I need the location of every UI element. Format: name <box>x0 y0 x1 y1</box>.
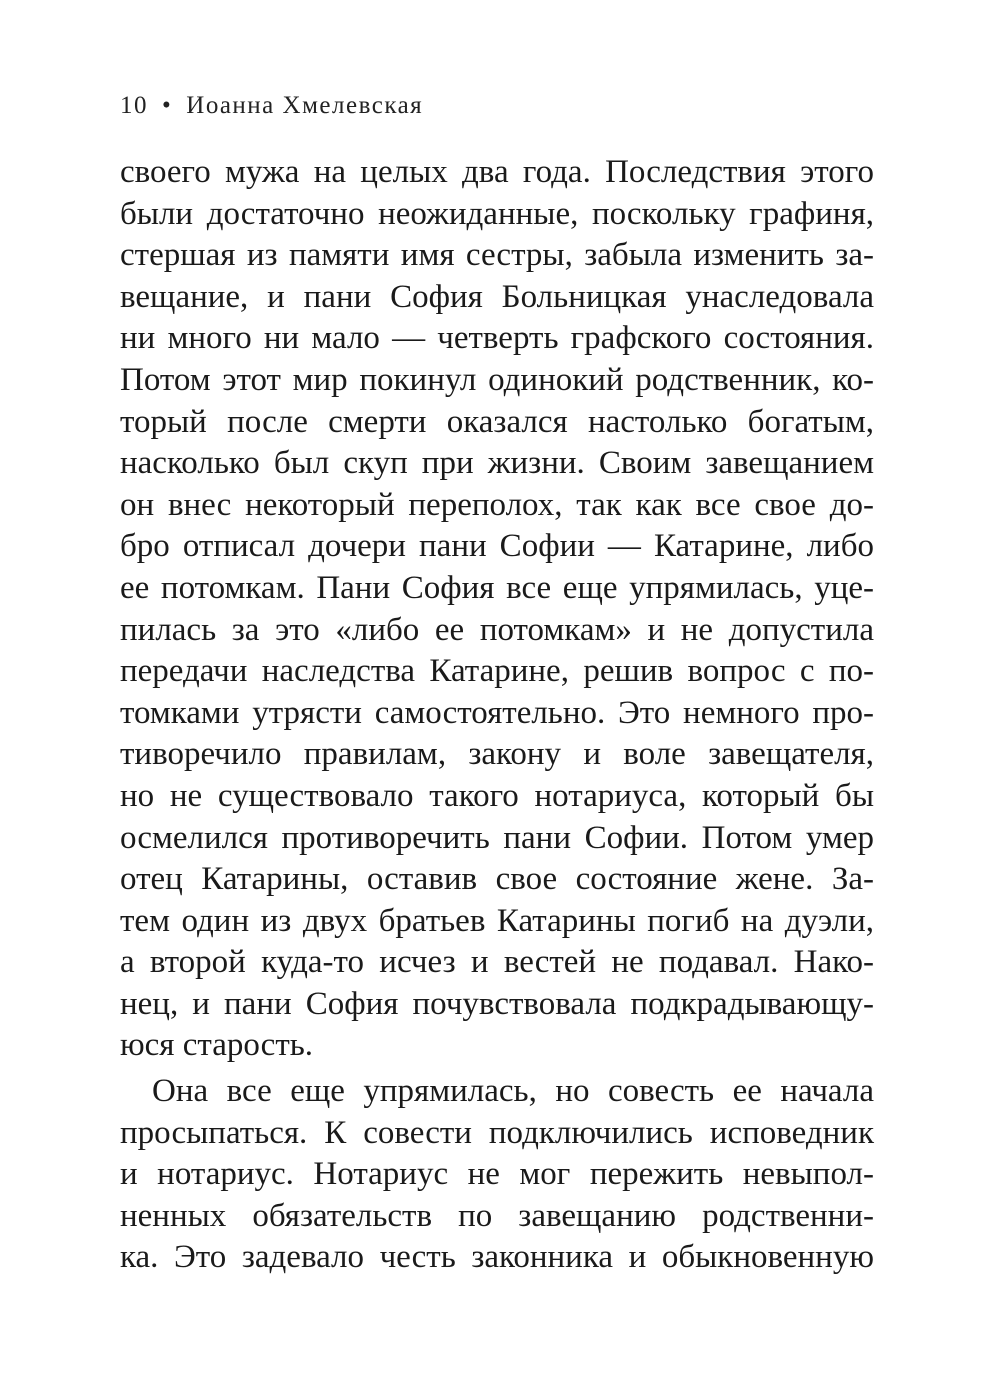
text-line: ни много ни мало — четверть графского состояния. <box>120 320 874 357</box>
text-line: вещание, и пани София Больницкая унаследовала <box>120 278 874 315</box>
text-line: тиворечило правилам, закону и воле завещателя, <box>120 736 874 773</box>
running-header <box>120 92 423 120</box>
text-line: ненных обязательств по завещанию родственни- <box>120 1197 874 1234</box>
text-line: Она все еще упрямилась, но совесть ее начала <box>152 1073 874 1110</box>
text-line: стершая из памяти имя сестры, забыла изменить за- <box>120 237 874 274</box>
text-line: он внес некоторый переполох, так как все свое до- <box>120 486 874 523</box>
author-name: Иоанна Хмелевская <box>186 92 424 119</box>
paragraph <box>120 152 874 1067</box>
text-line: но не существовало такого нотариуса, который бы <box>120 777 874 814</box>
paragraph <box>120 1071 874 1279</box>
text-line: пилась за это «либо ее потомкам» и не допустила <box>120 611 874 648</box>
text-line: Потом этот мир покинул одинокий родственник, ко- <box>120 361 874 398</box>
page-number: 10 <box>120 92 148 119</box>
text-line: ка. Это задевало честь законника и обыкновенную <box>120 1239 874 1276</box>
text-line: юся старость. <box>120 1027 314 1064</box>
text-line: отец Катарины, оставив свое состояние жене. За- <box>120 861 874 898</box>
text-line: бро отписал дочери пани Софии — Катарине, либо <box>120 528 874 565</box>
text-line: тем один из двух братьев Катарины погиб на дуэли, <box>120 902 874 939</box>
text-line: своего мужа на целых два года. Последствия этого <box>120 154 874 190</box>
text-line: торый после смерти оказался настолько богатым, <box>120 403 874 440</box>
text-line: томками утрясти самостоятельно. Это немного про- <box>120 694 874 731</box>
header-separator: • <box>162 92 173 119</box>
text-line: нец, и пани София почувствовала подкрадывающу- <box>120 985 874 1022</box>
text-line: ее потомкам. Пани София все еще упрямилась, уце- <box>120 569 874 606</box>
text-line: были достаточно неожиданные, поскольку графиня, <box>120 195 874 232</box>
text-line: передачи наследства Катарине, решив вопрос с по- <box>120 653 874 690</box>
body-text <box>120 152 874 1279</box>
text-line: а второй куда-то исчез и вестей не подавал. Нако- <box>120 944 874 981</box>
text-line: и нотариус. Нотариус не мог пережить невыпол- <box>120 1156 874 1193</box>
text-line: осмелился противоречить пани Софии. Потом умер <box>120 819 874 856</box>
text-line: насколько был скуп при жизни. Своим завещанием <box>120 445 874 482</box>
text-line: просыпаться. К совести подключились исповедник <box>120 1114 874 1151</box>
